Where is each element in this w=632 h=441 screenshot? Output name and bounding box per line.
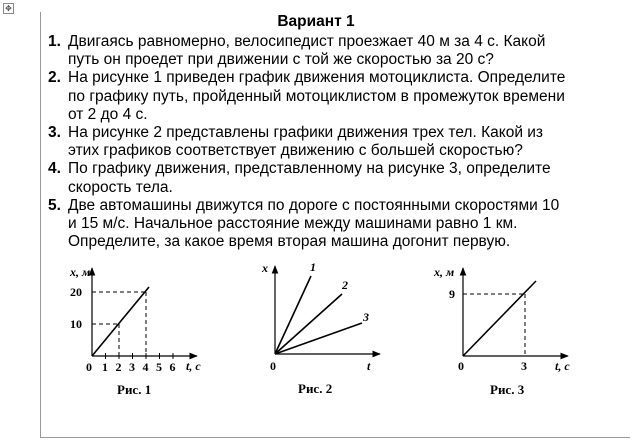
- fig3-x-label: t, c: [555, 359, 570, 373]
- problem-line: На рисунке 1 приведен график движения мотоциклиста. Определите: [68, 69, 566, 87]
- fig3-caption: Рис. 3: [490, 382, 525, 397]
- fig1-y-tick: 10: [70, 317, 82, 331]
- problem-line: и 15 м/с. Начальное расстояние между машинами равно 1 км.: [68, 215, 518, 233]
- fig2-origin: 0: [270, 359, 276, 373]
- fig3-y-tick: 9: [449, 287, 455, 301]
- fig1-y-tick: 20: [70, 285, 82, 299]
- problem-line: Определите, за какое время вторая машина догонит первую.: [68, 233, 511, 251]
- figure-3: [463, 268, 568, 356]
- fig2-line-2: [275, 294, 342, 354]
- problem-line: этих графиков соответствует движению с большей скоростью?: [68, 142, 523, 160]
- fig2-line-label: 2: [342, 278, 348, 292]
- problem-number: 3.: [48, 124, 61, 142]
- fig1-x-tick: 4: [142, 360, 149, 374]
- fig1-x-tick: 6: [169, 360, 176, 374]
- move-icon[interactable]: ✥: [3, 3, 14, 14]
- problem-number: 5.: [48, 196, 61, 214]
- fig3-labels: [433, 265, 570, 397]
- problem-line: скорость тела.: [68, 178, 173, 196]
- problem-line: от 2 до 4 с.: [68, 105, 148, 123]
- fig1-labels: [69, 265, 201, 397]
- problem-line: Две автомашины движутся по дороге с постоянными скоростями 10: [68, 196, 560, 214]
- fig1-caption: Рис. 1: [117, 382, 152, 397]
- fig2-line-3: [275, 323, 362, 354]
- fig1-x-tick: 5: [156, 360, 162, 374]
- variant-title: Вариант 1: [277, 13, 355, 30]
- problem-number: 2.: [48, 69, 61, 87]
- fig3-x-tick: 3: [521, 359, 527, 373]
- problem-line: На рисунке 2 представлены графики движения трех тел. Какой из: [68, 124, 544, 142]
- problem-number: 4.: [48, 160, 61, 178]
- fig3-origin: 0: [458, 359, 464, 373]
- fig1-x-tick: 1: [102, 360, 108, 374]
- fig1-x-tick: 0: [86, 360, 92, 374]
- fig1-x-label: t, c: [186, 359, 201, 373]
- fig2-y-label: x: [262, 261, 268, 275]
- figure-1: [92, 268, 197, 359]
- problem-line: путь он проедет при движении с той же скоростью за 20 с?: [68, 51, 494, 69]
- fig3-y-label: x, м: [434, 265, 455, 279]
- fig1-x-tick: 3: [129, 360, 135, 374]
- problem-line: Двигаясь равномерно, велосипедист проезжает 40 м за 4 с. Какой: [68, 33, 546, 50]
- problem-number: 1.: [48, 33, 61, 50]
- fig1-y-label: x, м: [70, 265, 91, 279]
- fig2-line-label: 3: [363, 310, 369, 324]
- problem-line: по графику путь, пройденный мотоциклистом в промежуток времени: [68, 87, 565, 105]
- problem-line: По графику движения, представленному на рисунке 3, определите: [68, 160, 551, 178]
- fig1-motion-line: [92, 287, 149, 356]
- fig1-x-tick: 2: [115, 360, 122, 374]
- fig2-labels: [261, 260, 371, 396]
- fig2-line-label: 1: [310, 260, 316, 274]
- fig2-caption: Рис. 2: [298, 381, 333, 396]
- fig2-x-label: t: [367, 359, 371, 373]
